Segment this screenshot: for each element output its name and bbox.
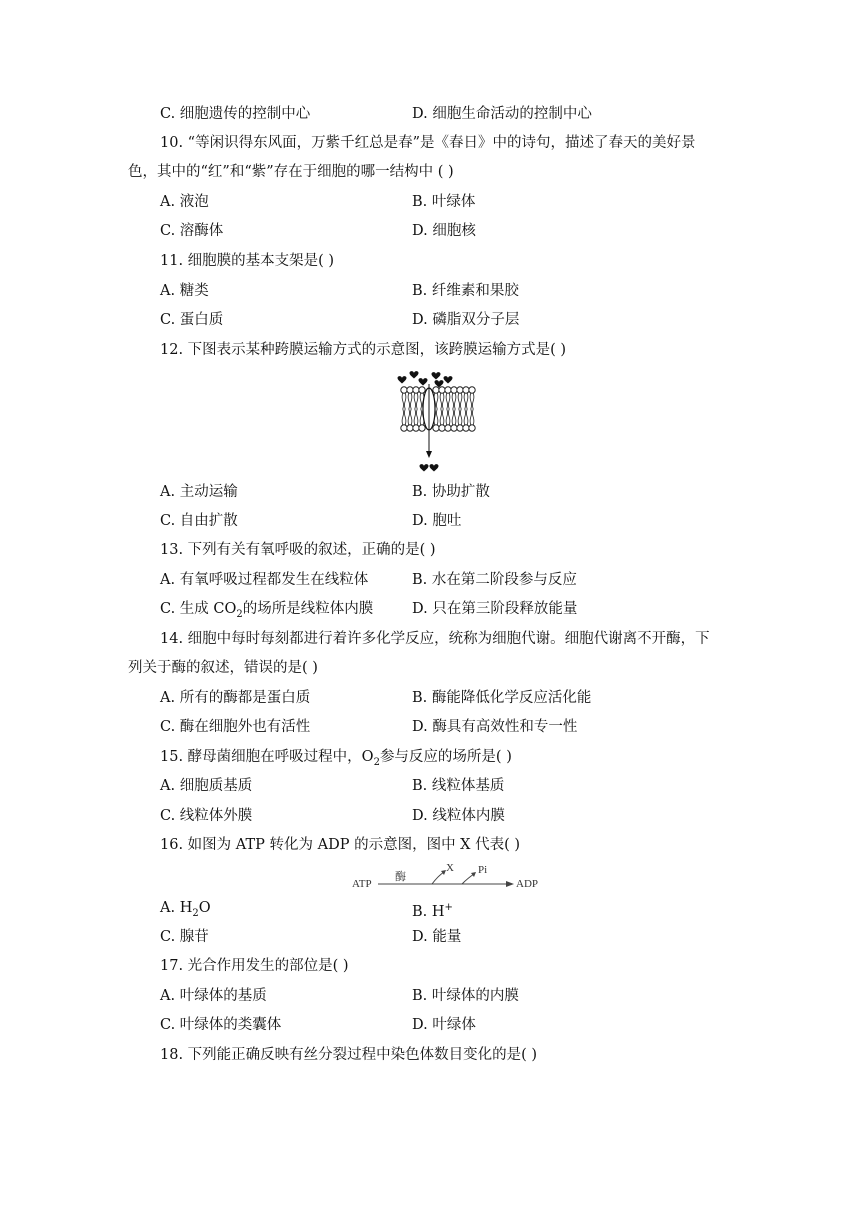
q12-option-c: C. 自由扩散 [160,513,238,529]
q11-option-d: D. 磷脂双分子层 [412,312,520,328]
q14-option-a: A. 所有的酶都是蛋白质 [160,690,311,706]
adp-label: ADP [516,878,539,890]
q15-option-a: A. 细胞质基质 [160,778,253,794]
atp-adp-diagram [350,860,545,896]
q17-option-d: D. 叶绿体 [412,1017,476,1033]
q10-option-c: C. 溶酶体 [160,223,224,239]
q12-option-d: D. 胞吐 [412,513,462,529]
q11-option-a: A. 糖类 [160,283,209,299]
q10-option-a: A. 液泡 [160,194,209,210]
q16-option-d: D. 能量 [412,929,462,945]
q9-option-d: D. 细胞生命活动的控制中心 [412,106,592,122]
q17-option-b: B. 叶绿体的内膜 [412,988,519,1004]
q12-stem: 12. 下图表示某种跨膜运输方式的示意图，该跨膜运输方式是( ) [160,342,567,358]
solute-molecules-inside [420,464,439,471]
q18-stem: 18. 下列能正确反映有丝分裂过程中染色体数目变化的是( ) [160,1047,538,1063]
q10-option-d: D. 细胞核 [412,223,476,239]
atp-label: ATP [352,878,372,890]
q16-option-c: C. 腺苷 [160,929,209,945]
q14-option-d: D. 酶具有高效性和专一性 [412,719,578,735]
q13-option-a: A. 有氧呼吸过程都发生在线粒体 [160,572,369,588]
q17-stem: 17. 光合作用发生的部位是( ) [160,958,349,974]
q9-option-c: C. 细胞遗传的控制中心 [160,106,311,122]
q15-stem: 15. 酵母菌细胞在呼吸过程中，$O_2$参与反应的场所是( ) [160,749,512,768]
x-release-arrow [432,872,444,884]
q15-option-b: B. 线粒体基质 [412,778,505,794]
q16-stem: 16. 如图为 ATP 转化为 ADP 的示意图，图中 X 代表( ) [160,837,521,853]
q13-option-c: C. 生成 $CO_2$的场所是线粒体内膜 [160,601,374,620]
pi-label: Pi [478,864,488,876]
x-label: X [446,862,454,874]
q12-option-a: A. 主动运输 [160,484,238,500]
q11-option-b: B. 纤维素和果胶 [412,283,519,299]
phospholipid-bilayer [401,387,475,431]
q17-option-a: A. 叶绿体的基质 [160,988,267,1004]
membrane-transport-diagram [390,366,480,476]
q10-stem-line1: 10. “等闲识得东风面，万紫千红总是春”是《春日》中的诗句，描述了春天的美好景 [160,135,696,151]
solute-molecules-outside [398,371,453,387]
pi-release-arrow [462,874,474,884]
q12-option-b: B. 协助扩散 [412,484,490,500]
q14-option-c: C. 酶在细胞外也有活性 [160,719,311,735]
q14-stem-line2: 列关于酶的叙述，错误的是( ) [128,660,318,676]
q16-option-b: B. H+ [412,902,453,920]
q14-option-b: B. 酶能降低化学反应活化能 [412,690,592,706]
q11-stem: 11. 细胞膜的基本支架是( ) [160,253,335,269]
q16-option-a: A. $H_2O$ [160,900,211,919]
q15-option-c: C. 线粒体外膜 [160,808,253,824]
q13-stem: 13. 下列有关有氧呼吸的叙述，正确的是( ) [160,542,436,558]
q10-stem-line2: 色，其中的“红”和“紫”存在于细胞的哪一结构中 ( ) [128,164,454,180]
q17-option-c: C. 叶绿体的类囊体 [160,1017,282,1033]
q13-option-d: D. 只在第三阶段释放能量 [412,601,578,617]
q14-stem-line1: 14. 细胞中每时每刻都进行着许多化学反应，统称为细胞代谢。细胞代谢离不开酶，下 [160,631,710,647]
q13-option-b: B. 水在第二阶段参与反应 [412,572,577,588]
q11-option-c: C. 蛋白质 [160,312,224,328]
q15-option-d: D. 线粒体内膜 [412,808,505,824]
q10-option-b: B. 叶绿体 [412,194,476,210]
enzyme-label: 酶 [395,871,406,883]
